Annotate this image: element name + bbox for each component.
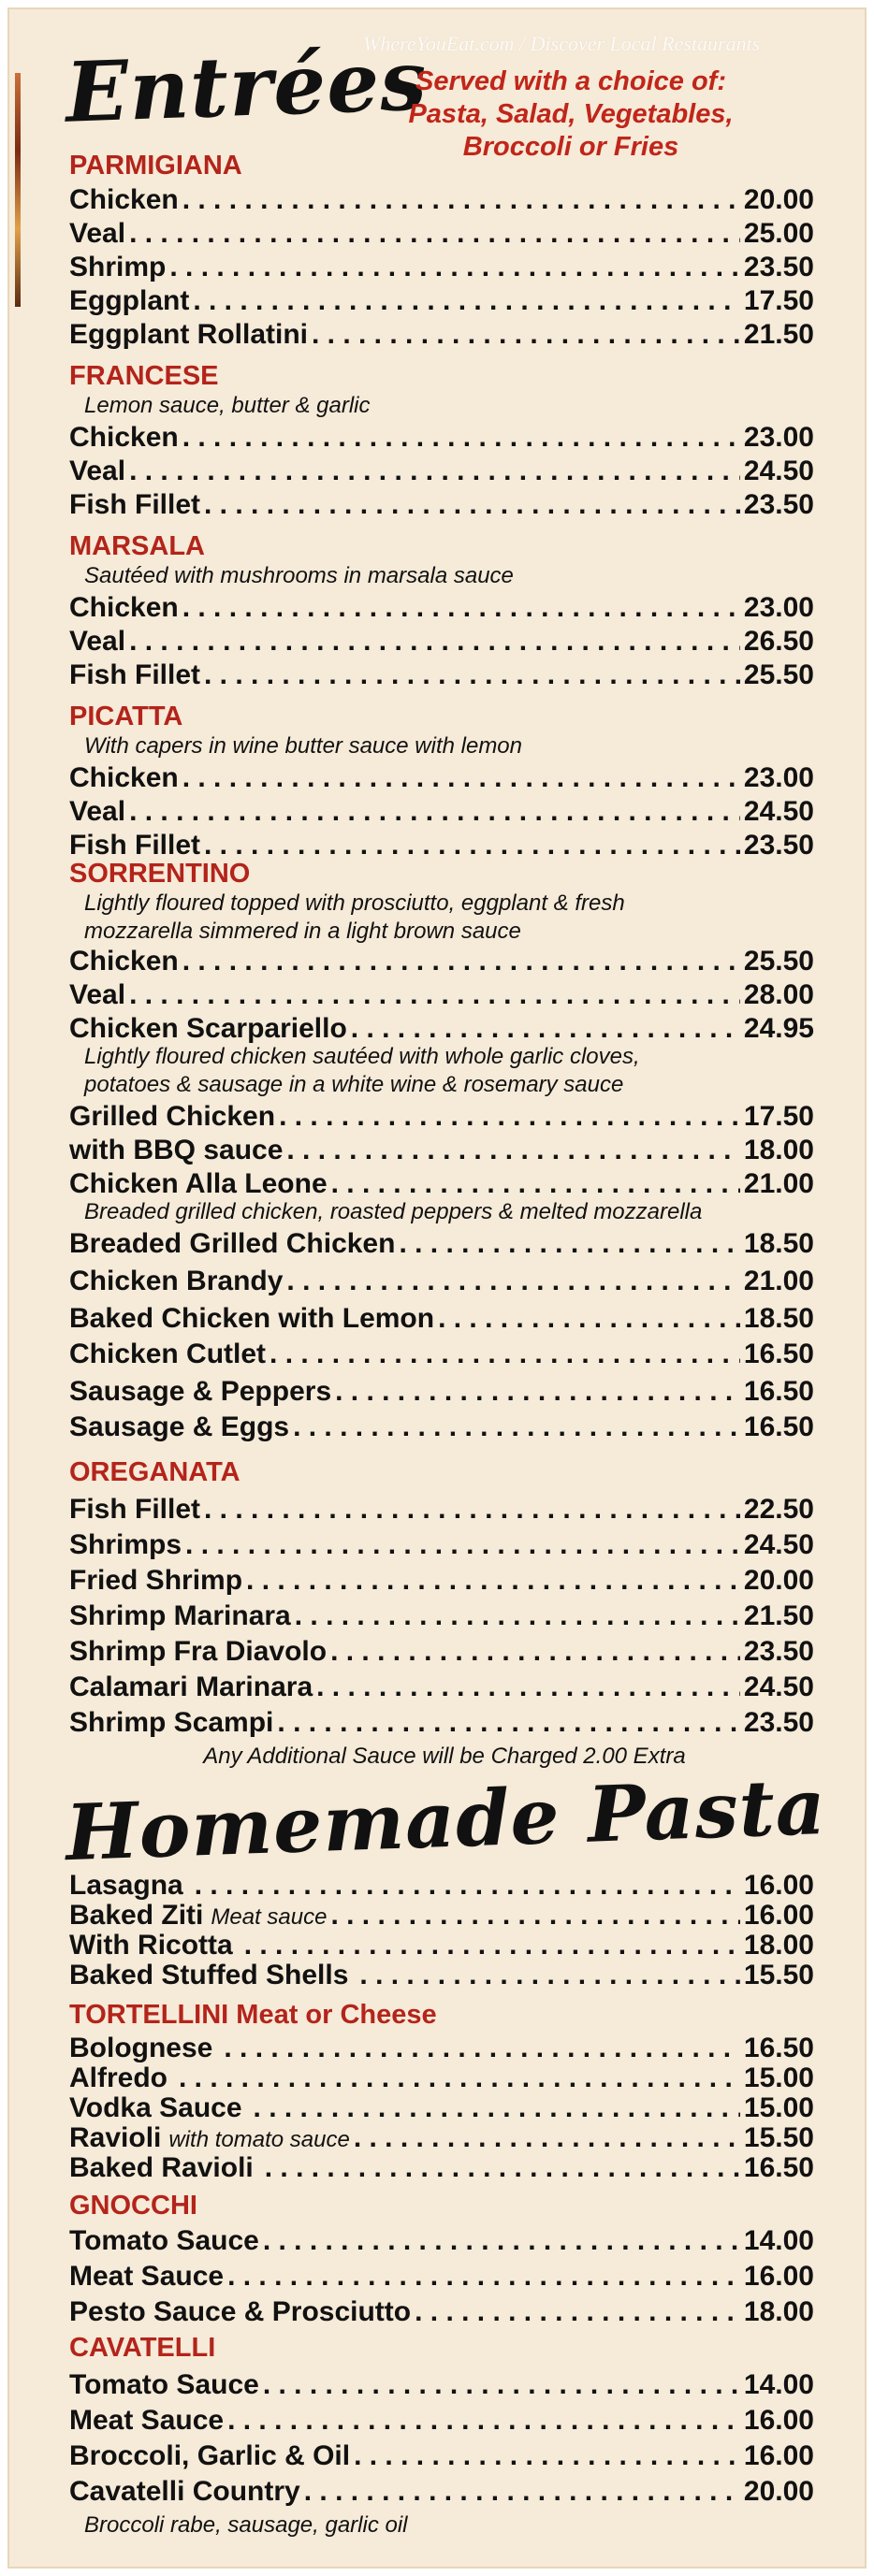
section-description: Lemon sauce, butter & garlic (84, 393, 371, 418)
menu-item: Sausage & Peppers . . . 16.50 (69, 1375, 814, 1409)
menu-item: Chicken . . . 23.00 (69, 761, 814, 795)
served-with-note (374, 65, 767, 164)
menu-item: Eggplant . . . 17.50 (69, 284, 814, 318)
menu-item: Calamari Marinara . . . 24.50 (69, 1671, 814, 1704)
section-description: Sautéed with mushrooms in marsala sauce (84, 563, 514, 588)
item-description: Breaded grilled chicken, roasted peppers & melted mozzarella (84, 1199, 703, 1224)
section-description: mozzarella simmered in a light brown sauce (84, 919, 521, 944)
menu-item: Pesto Sauce & Prosciutto . . . 18.00 (69, 2295, 814, 2329)
section-description: Lightly floured topped with prosciutto, eggplant & fresh (84, 890, 625, 916)
menu-item: Shrimp Fra Diavolo . . . 23.50 (69, 1635, 814, 1669)
section-title-oreganata: OREGANATA (69, 1457, 240, 1487)
menu-item: Eggplant Rollatini . . . 21.50 (69, 318, 814, 352)
menu-item: Tomato Sauce . . . 14.00 (69, 2368, 814, 2402)
menu-item: Chicken . . . 23.00 (69, 421, 814, 455)
section-title-francese: FRANCESE (69, 361, 219, 391)
menu-item: Baked Chicken with Lemon . . . 18.50 (69, 1302, 814, 1336)
menu-item: Meat Sauce . . . 16.00 (69, 2260, 814, 2294)
item-description: potatoes & sausage in a white wine & rosemary sauce (84, 1072, 624, 1097)
menu-item: Fish Fillet . . . 22.50 (69, 1493, 814, 1527)
menu-item: Chicken Cutlet . . . 16.50 (69, 1338, 814, 1371)
menu-item: Veal . . . 28.00 (69, 978, 814, 1012)
menu-item: Chicken . . . 25.50 (69, 945, 814, 978)
menu-item: Chicken Brandy . . . 21.00 (69, 1265, 814, 1298)
section-title-sorrentino: SORRENTINO (69, 859, 251, 889)
watermark: WhereYouEat.com / Discover Local Restaurants (363, 32, 761, 55)
section-title-tortellini: TORTELLINI Meat or Cheese (69, 2000, 437, 2030)
additional-sauce-note: Any Additional Sauce will be Charged 2.00 Extra (203, 1744, 686, 1769)
menu-item: Vodka Sauce . . . 15.00 (69, 2091, 814, 2125)
section-title-cavatelli: CAVATELLI (69, 2333, 216, 2363)
menu-item: Fish Fillet . . . 23.50 (69, 829, 814, 862)
item-description: Broccoli rabe, sausage, garlic oil (84, 2512, 408, 2538)
menu-item: Alfredo . . . 15.00 (69, 2062, 814, 2095)
menu-item: Veal . . . 24.50 (69, 795, 814, 829)
menu-item: Veal . . . 26.50 (69, 625, 814, 658)
section-title-marsala: MARSALA (69, 531, 205, 561)
menu-item: with BBQ sauce . . . 18.00 (69, 1134, 814, 1167)
served-line-3: Broccoli or Fries (462, 132, 679, 162)
menu-item: Shrimp Scampi . . . 23.50 (69, 1706, 814, 1740)
menu-item: Chicken . . . 20.00 (69, 183, 814, 217)
menu-item: Lasagna . . . 16.00 (69, 1869, 814, 1903)
item-description: Lightly floured chicken sautéed with whole garlic cloves, (84, 1044, 640, 1069)
entrees-heading: Entrées (64, 31, 430, 141)
menu-item: Chicken . . . 23.00 (69, 591, 814, 625)
menu-item: With Ricotta . . . 18.00 (69, 1929, 814, 1962)
menu-item: Baked Ziti Meat sauce . . . 16.00 (69, 1899, 814, 1932)
menu-item: Tomato Sauce . . . 14.00 (69, 2224, 814, 2258)
menu-item: Ravioli with tomato sauce . . . 15.50 (69, 2121, 814, 2155)
menu-item: Chicken Scarpariello . . . 24.95 (69, 1012, 814, 1046)
homemade-pasta-heading: Homemade Pasta (64, 1761, 828, 1879)
menu-item: Veal . . . 24.50 (69, 455, 814, 488)
menu-item: Meat Sauce . . . 16.00 (69, 2404, 814, 2438)
menu-item: Veal . . . 25.00 (69, 217, 814, 251)
menu-item: Baked Stuffed Shells . . . 15.50 (69, 1959, 814, 1992)
section-title-picatta: PICATTA (69, 702, 183, 731)
menu-item: Bolognese . . . 16.50 (69, 2032, 814, 2065)
menu-item: Chicken Alla Leone . . . 21.00 (69, 1167, 814, 1201)
cover-edge-strip (15, 73, 21, 307)
menu-item: Grilled Chicken . . . 17.50 (69, 1100, 814, 1134)
menu-item: Fish Fillet . . . 25.50 (69, 658, 814, 692)
section-description: With capers in wine butter sauce with lemon (84, 733, 522, 759)
served-line-1: Served with a choice of: (415, 66, 726, 96)
section-title-parmigiana: PARMIGIANA (69, 151, 242, 181)
menu-item: Shrimps . . . 24.50 (69, 1528, 814, 1562)
menu-item: Breaded Grilled Chicken . . . 18.50 (69, 1227, 814, 1261)
menu-item: Broccoli, Garlic & Oil . . . 16.00 (69, 2439, 814, 2473)
served-line-2: Pasta, Salad, Vegetables, (408, 99, 734, 129)
menu-item: Sausage & Eggs . . . 16.50 (69, 1411, 814, 1444)
section-title-gnocchi: GNOCCHI (69, 2191, 197, 2221)
menu-item: Cavatelli Country . . . 20.00 (69, 2475, 814, 2509)
menu-item: Fish Fillet . . . 23.50 (69, 488, 814, 522)
menu-item: Baked Ravioli . . . 16.50 (69, 2151, 814, 2185)
menu-item: Shrimp Marinara . . . 21.50 (69, 1599, 814, 1633)
menu-item: Shrimp . . . 23.50 (69, 251, 814, 284)
menu-item: Fried Shrimp . . . 20.00 (69, 1564, 814, 1598)
